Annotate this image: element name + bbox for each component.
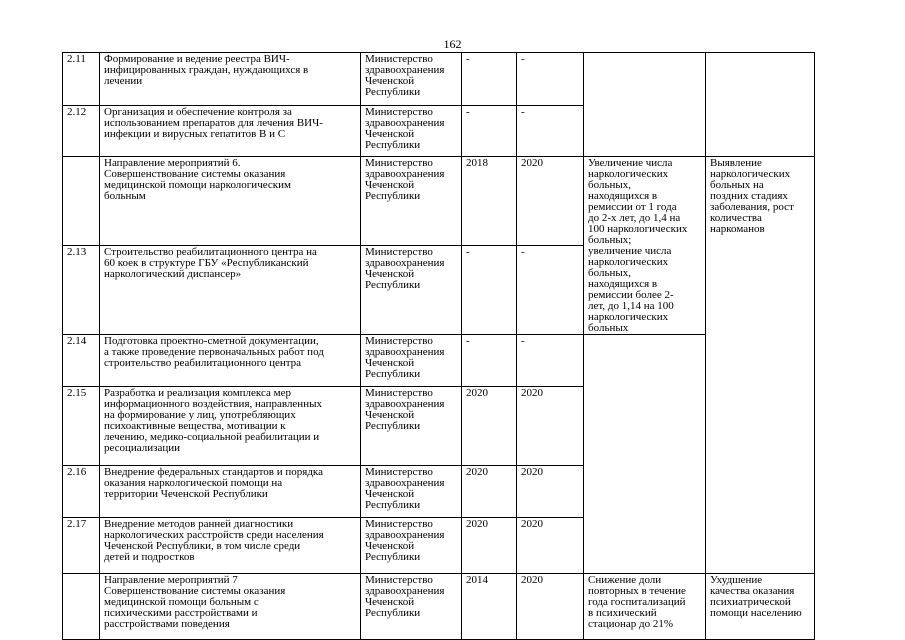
direction-title: Направление мероприятий 7 Совершенствование системы оказания медицинской помощи больным с психическими расстройствами и расстройствами поведения <box>100 574 361 640</box>
row-number: 2.12 <box>63 106 100 157</box>
measure-name: Организация и обеспечение контроля за использованием препаратов для лечения ВИЧ- инфекции и вирусных гепатитов В и С <box>100 106 361 157</box>
measure-name: Формирование и ведение реестра ВИЧ- инфицированных граждан, нуждающихся в лечении <box>100 53 361 106</box>
row-number: 2.17 <box>63 518 100 574</box>
consequence-of-non-implementation: Ухудшение качества оказания психиатрической помощи населению <box>706 574 815 640</box>
row-number <box>63 157 100 246</box>
start-year: 2018 <box>462 157 517 246</box>
end-year: 2020 <box>517 466 584 518</box>
measures-table <box>62 52 815 640</box>
executor: Министерство здравоохранения Чеченской Республики <box>361 53 462 106</box>
start-year: - <box>462 53 517 106</box>
consequence-of-non-implementation: Выявление наркологических больных на поздних стадиях заболевания, рост количества наркоманов <box>706 157 815 574</box>
measure-name: Разработка и реализация комплекса мер информационного воздействия, направленных на формирование у лиц, употребляющих психоактивные вещества, мотивации к лечению, медико-социальной реабилитации и ресоциализации <box>100 387 361 466</box>
consequence-empty <box>706 53 815 157</box>
measure-name: Внедрение методов ранней диагностики наркологических расстройств среди населения Чеченской Республики, в том числе среди детей и подростков <box>100 518 361 574</box>
indicator-empty <box>584 335 706 574</box>
start-year: - <box>462 335 517 387</box>
table-row <box>63 53 815 106</box>
start-year: 2020 <box>462 387 517 466</box>
page-number: 162 <box>443 37 462 51</box>
indicator-empty <box>584 53 706 157</box>
end-year: - <box>517 106 584 157</box>
executor: Министерство здравоохранения Чеченской Республики <box>361 157 462 246</box>
table-row <box>63 335 815 387</box>
end-year: 2020 <box>517 157 584 246</box>
start-year: - <box>462 106 517 157</box>
start-year: - <box>462 246 517 335</box>
table-row <box>63 157 815 246</box>
row-number: 2.14 <box>63 335 100 387</box>
table-row <box>63 574 815 640</box>
executor: Министерство здравоохранения Чеченской Республики <box>361 246 462 335</box>
executor: Министерство здравоохранения Чеченской Республики <box>361 574 462 640</box>
start-year: 2014 <box>462 574 517 640</box>
measure-name: Строительство реабилитационного центра на 60 коек в структуре ГБУ «Республиканский наркологический диспансер» <box>100 246 361 335</box>
end-year: 2020 <box>517 387 584 466</box>
end-year: - <box>517 53 584 106</box>
end-year: 2020 <box>517 574 584 640</box>
start-year: 2020 <box>462 466 517 518</box>
end-year: 2020 <box>517 518 584 574</box>
measure-name: Внедрение федеральных стандартов и порядка оказания наркологической помощи на территории Чеченской Республики <box>100 466 361 518</box>
target-indicator: Увеличение числа наркологических больных, находящихся в ремиссии от 1 года до 2-х лет, до 1,4 на 100 наркологических больных; увеличение числа наркологических больных, находящихся в ремиссии более 2- лет, до 1,14 на 100 наркологических больных <box>584 157 706 335</box>
measure-name: Подготовка проектно-сметной документации, а также проведение первоначальных работ под строительство реабилитационного центра <box>100 335 361 387</box>
executor: Министерство здравоохранения Чеченской Республики <box>361 518 462 574</box>
end-year: - <box>517 335 584 387</box>
row-number: 2.16 <box>63 466 100 518</box>
direction-title: Направление мероприятий 6. Совершенствование системы оказания медицинской помощи наркологическим больным <box>100 157 361 246</box>
executor: Министерство здравоохранения Чеченской Республики <box>361 466 462 518</box>
end-year: - <box>517 246 584 335</box>
executor: Министерство здравоохранения Чеченской Республики <box>361 106 462 157</box>
row-number: 2.13 <box>63 246 100 335</box>
row-number <box>63 574 100 640</box>
target-indicator: Снижение доли повторных в течение года госпитализаций в психический стационар до 21% <box>584 574 706 640</box>
executor: Министерство здравоохранения Чеченской Республики <box>361 387 462 466</box>
start-year: 2020 <box>462 518 517 574</box>
row-number: 2.11 <box>63 53 100 106</box>
row-number: 2.15 <box>63 387 100 466</box>
executor: Министерство здравоохранения Чеченской Республики <box>361 335 462 387</box>
